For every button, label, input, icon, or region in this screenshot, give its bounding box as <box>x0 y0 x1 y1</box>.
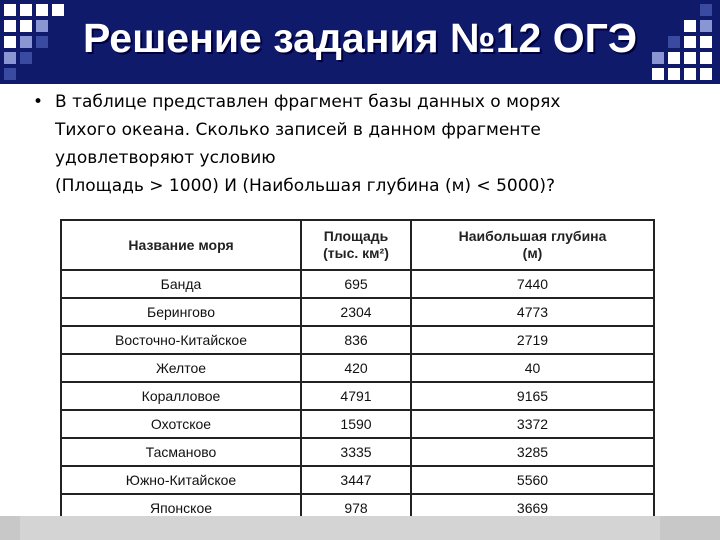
cell-area: 2304 <box>301 298 411 326</box>
cell-depth: 7440 <box>411 270 654 298</box>
title-bar <box>0 0 720 84</box>
cell-depth: 4773 <box>411 298 654 326</box>
cell-depth: 3669 <box>411 494 654 522</box>
cell-area: 4791 <box>301 382 411 410</box>
cell-sea-name: Тасманово <box>61 438 301 466</box>
bottom-strip-inner <box>20 516 660 540</box>
table-row <box>61 326 654 354</box>
cell-sea-name: Берингово <box>61 298 301 326</box>
table-row <box>61 354 654 382</box>
bullet-dot-icon: • <box>33 92 44 112</box>
bullet-text <box>55 88 675 200</box>
table-header-row <box>61 220 654 270</box>
cell-sea-name: Охотское <box>61 410 301 438</box>
header-area-line1: Площадь <box>323 228 389 244</box>
cell-sea-name: Банда <box>61 270 301 298</box>
header-depth-line2: (м) <box>522 245 543 261</box>
table-row <box>61 382 654 410</box>
cell-area: 978 <box>301 494 411 522</box>
cell-area: 695 <box>301 270 411 298</box>
sea-table-image <box>60 219 660 516</box>
cell-sea-name: Желтое <box>61 354 301 382</box>
cell-area: 3335 <box>301 438 411 466</box>
header-area <box>301 220 411 270</box>
cell-sea-name: Южно-Китайское <box>61 466 301 494</box>
bullet-line: В таблице представлен фрагмент базы данных о морях <box>55 92 561 112</box>
cell-area: 836 <box>301 326 411 354</box>
header-depth <box>411 220 654 270</box>
cell-area: 420 <box>301 354 411 382</box>
cell-depth: 9165 <box>411 382 654 410</box>
cell-depth: 3372 <box>411 410 654 438</box>
bullet-line: Тихого океана. Сколько записей в данном фрагменте <box>55 120 541 140</box>
slide-title: Решение задания №12 ОГЭ <box>82 14 638 61</box>
cell-area: 1590 <box>301 410 411 438</box>
cell-sea-name: Коралловое <box>61 382 301 410</box>
cell-depth: 5560 <box>411 466 654 494</box>
bottom-strip <box>0 516 720 540</box>
cell-sea-name: Японское <box>61 494 301 522</box>
table-row <box>61 438 654 466</box>
cell-sea-name: Восточно-Китайское <box>61 326 301 354</box>
cell-depth: 3285 <box>411 438 654 466</box>
bullet-line: удовлетворяют условию <box>55 148 276 168</box>
table-row <box>61 270 654 298</box>
header-area-line2: (тыс. км²) <box>323 245 389 261</box>
header-sea-name: Название моря <box>61 220 301 270</box>
cell-area: 3447 <box>301 466 411 494</box>
header-depth-line1: Наибольшая глубина <box>458 228 607 244</box>
table-row <box>61 466 654 494</box>
sea-table <box>60 219 655 523</box>
table-row <box>61 298 654 326</box>
cell-depth: 40 <box>411 354 654 382</box>
bullet-line: (Площадь > 1000) И (Наибольшая глубина (м) < 5000)? <box>55 176 555 196</box>
table-row <box>61 410 654 438</box>
cell-depth: 2719 <box>411 326 654 354</box>
